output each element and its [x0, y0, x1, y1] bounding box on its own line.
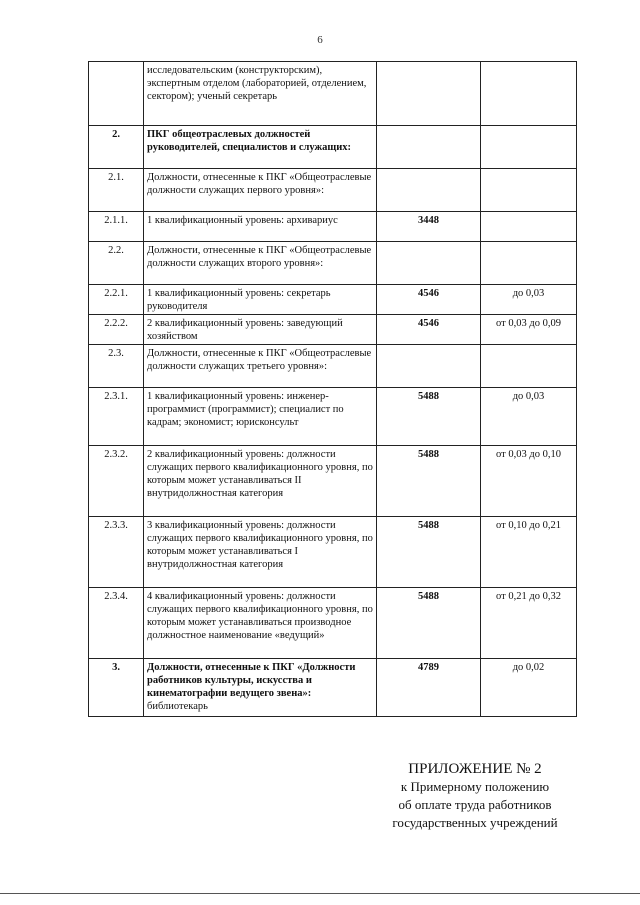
appendix-title: ПРИЛОЖЕНИЕ № 2 [408, 761, 542, 777]
table-row [89, 588, 577, 659]
appendix-block [370, 760, 580, 832]
row-number: 2.2. [89, 242, 144, 285]
row-coefficient: от 0,21 до 0,32 [481, 588, 577, 659]
table-row [89, 659, 577, 717]
row-text-bold: Должности, отнесенные к ПКГ «Должности работников культуры, искусства и кинематографии ведущего звена»: [147, 662, 356, 699]
row-coefficient: до 0,02 [481, 659, 577, 717]
row-coefficient: до 0,03 [481, 285, 577, 315]
row-text: исследовательским (конструкторским), экспертным отделом (лабораторией, отделением, сектором); ученый секретарь [144, 62, 377, 126]
row-salary: 5488 [377, 517, 481, 588]
row-coefficient [481, 212, 577, 242]
table-row [89, 285, 577, 315]
table-row [89, 126, 577, 169]
row-number: 2.3.1. [89, 388, 144, 446]
row-text: 3 квалификационный уровень: должности служащих первого квалификационного уровня, по которым может устанавливаться I внутридолжностная категория [144, 517, 377, 588]
row-coefficient: от 0,03 до 0,09 [481, 315, 577, 345]
row-text: Должности, отнесенные к ПКГ «Общеотраслевые должности служащих первого уровня»: [144, 169, 377, 212]
row-coefficient [481, 345, 577, 388]
row-number: 2.3.3. [89, 517, 144, 588]
appendix-line: об оплате труда работников [398, 797, 552, 812]
row-salary: 4546 [377, 285, 481, 315]
salary-table [88, 61, 577, 717]
row-number: 2.1.1. [89, 212, 144, 242]
appendix-line: государственных учреждений [392, 815, 558, 830]
row-text: Должности, отнесенные к ПКГ «Общеотраслевые должности служащих второго уровня»: [144, 242, 377, 285]
row-number: 2.2.1. [89, 285, 144, 315]
table-row [89, 62, 577, 126]
row-coefficient: до 0,03 [481, 388, 577, 446]
row-coefficient: от 0,03 до 0,10 [481, 446, 577, 517]
row-salary [377, 242, 481, 285]
row-salary [377, 62, 481, 126]
table-row [89, 345, 577, 388]
row-coefficient [481, 126, 577, 169]
table-row [89, 242, 577, 285]
row-salary [377, 169, 481, 212]
row-text: 1 квалификационный уровень: секретарь руководителя [144, 285, 377, 315]
row-number: 2.2.2. [89, 315, 144, 345]
page-number: 6 [317, 34, 323, 46]
row-coefficient [481, 169, 577, 212]
row-text: 2 квалификационный уровень: заведующий хозяйством [144, 315, 377, 345]
row-number: 3. [89, 659, 144, 717]
row-salary: 3448 [377, 212, 481, 242]
table-row [89, 517, 577, 588]
row-text-plain: библиотекарь [147, 701, 208, 712]
row-salary [377, 126, 481, 169]
row-coefficient [481, 242, 577, 285]
row-salary: 4789 [377, 659, 481, 717]
table-row [89, 388, 577, 446]
row-coefficient: от 0,10 до 0,21 [481, 517, 577, 588]
row-number: 2.1. [89, 169, 144, 212]
row-coefficient [481, 62, 577, 126]
row-text: ПКГ общеотраслевых должностей руководителей, специалистов и служащих: [144, 126, 377, 169]
row-number: 2.3.2. [89, 446, 144, 517]
row-text: 2 квалификационный уровень: должности служащих первого квалификационного уровня, по которым может устанавливаться II внутридолжностная категория [144, 446, 377, 517]
row-text: 1 квалификационный уровень: инженер-программист (программист); специалист по кадрам; экономист; юрисконсульт [144, 388, 377, 446]
row-number [89, 62, 144, 126]
row-salary: 5488 [377, 588, 481, 659]
row-text [144, 659, 377, 717]
appendix-line: к Примерному положению [400, 779, 550, 794]
row-salary: 5488 [377, 446, 481, 517]
row-text: 4 квалификационный уровень: должности служащих первого квалификационного уровня, по которым может устанавливаться производное должностное наименование «ведущий» [144, 588, 377, 659]
row-text: 1 квалификационный уровень: архивариус [144, 212, 377, 242]
row-text: Должности, отнесенные к ПКГ «Общеотраслевые должности служащих третьего уровня»: [144, 345, 377, 388]
table-row [89, 446, 577, 517]
row-salary [377, 345, 481, 388]
footer-divider [0, 893, 640, 894]
row-number: 2.3.4. [89, 588, 144, 659]
table-row [89, 212, 577, 242]
row-salary: 5488 [377, 388, 481, 446]
salary-table-body [89, 62, 577, 717]
table-row [89, 315, 577, 345]
table-row [89, 169, 577, 212]
row-number: 2. [89, 126, 144, 169]
row-salary: 4546 [377, 315, 481, 345]
row-number: 2.3. [89, 345, 144, 388]
